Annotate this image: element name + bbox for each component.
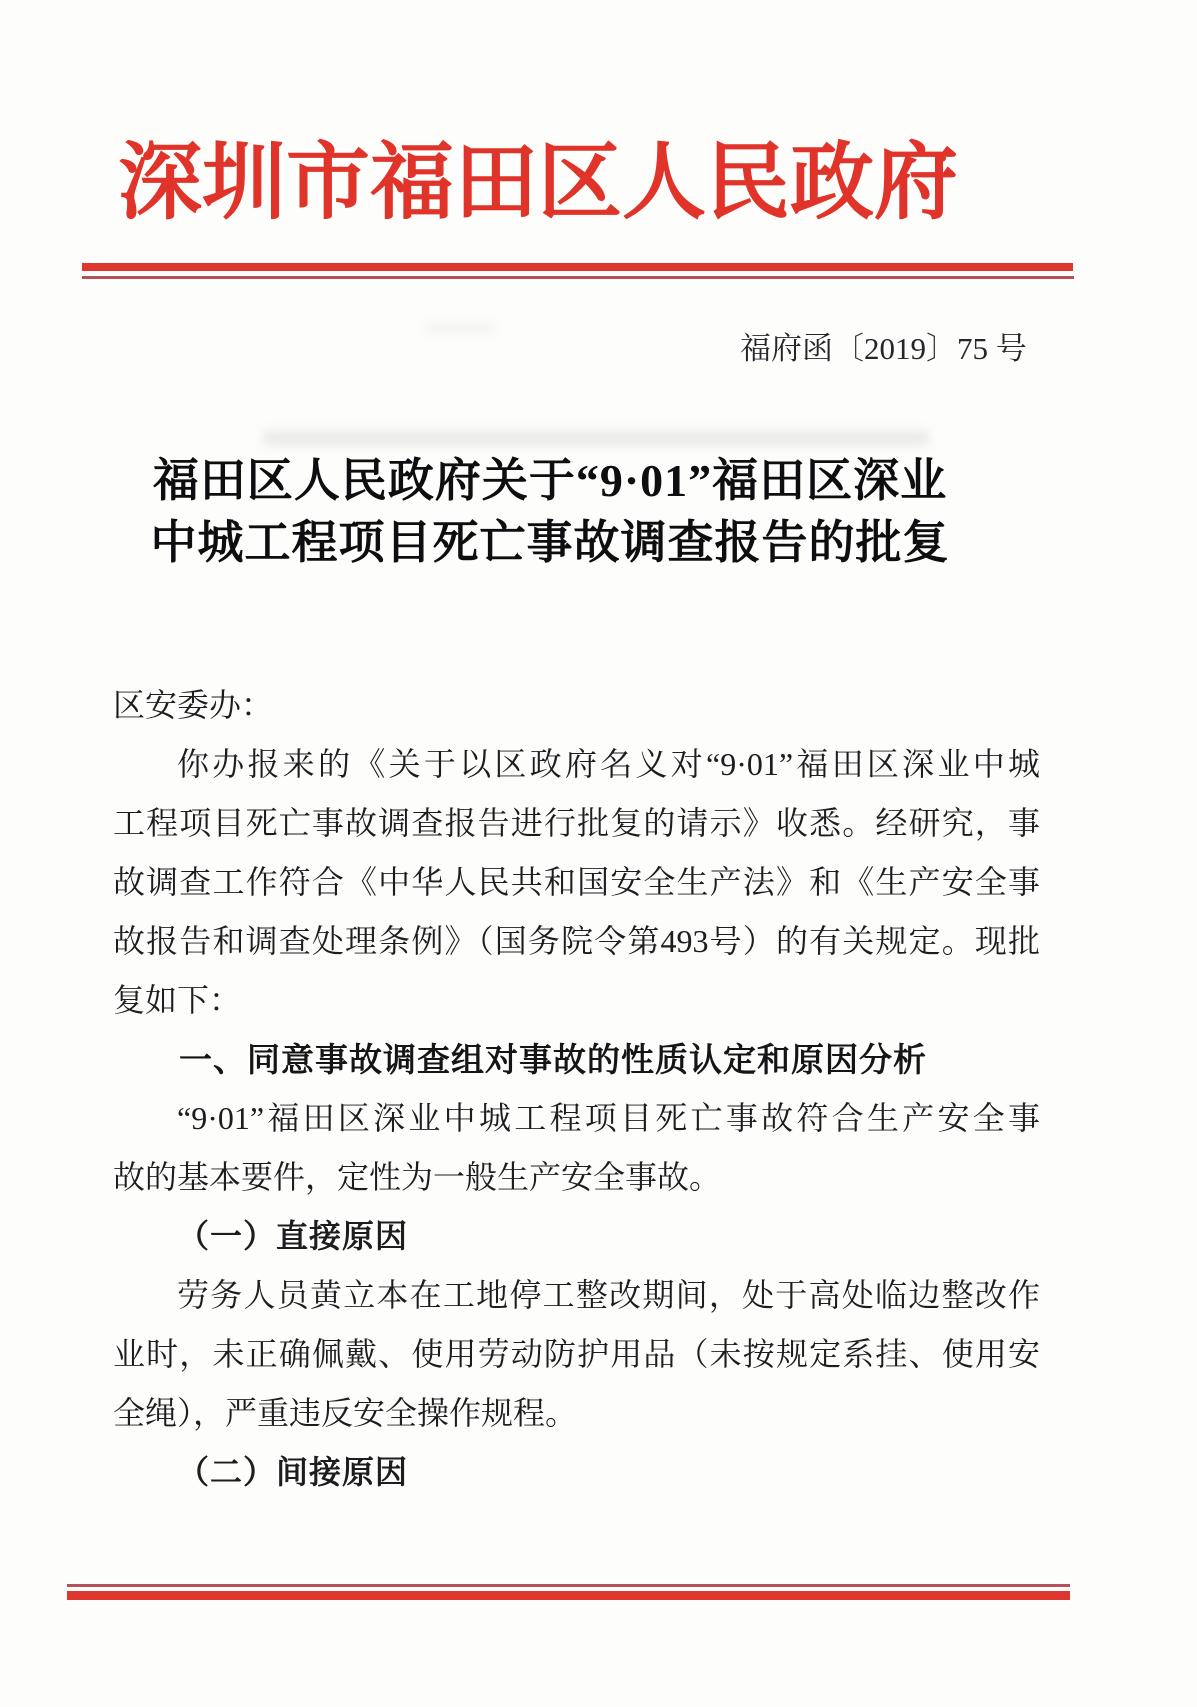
body-line: 故报告和调查处理条例》（国务院令第493号）的有关规定。现批 [113, 923, 1040, 959]
doc-body [113, 676, 1040, 1502]
body-line: 故的基本要件，定性为一般生产安全事故。 [113, 1159, 722, 1195]
header-rule-thick [82, 263, 1073, 271]
doc-title-line1: 福田区人民政府关于“9·01”福田区深业 [152, 455, 948, 506]
scan-artifact [262, 430, 930, 446]
body-line: 你办报来的《关于以区政府名义对“9·01”福田区深业中城 [177, 746, 1040, 782]
doc-title [113, 450, 987, 574]
body-line: 复如下： [113, 982, 242, 1018]
footer-rule-thick [67, 1591, 1070, 1600]
body-line: 劳务人员黄立本在工地停工整改期间，处于高处临边整改作 [177, 1277, 1040, 1313]
section-heading: 一、同意事故调查组对事故的性质认定和原因分析 [179, 1041, 927, 1078]
body-line: 业时，未正确佩戴、使用劳动防护用品（未按规定系挂、使用安 [113, 1336, 1040, 1372]
salutation: 区安委办： [113, 687, 274, 723]
body-line: 工程项目死亡事故调查报告进行批复的请示》收悉。经研究，事 [113, 805, 1040, 841]
scan-artifact [425, 322, 495, 334]
sub-section-heading: （一）直接原因 [177, 1218, 409, 1254]
body-line: 全绳），严重违反安全操作规程。 [113, 1395, 578, 1431]
body-line: 故调查工作符合《中华人民共和国安全生产法》和《生产安全事 [113, 864, 1040, 900]
header-rule-thin [82, 276, 1074, 279]
agency-name: 深圳市福田区人民政府 [118, 137, 959, 230]
body-line: “9·01”福田区深业中城工程项目死亡事故符合生产安全事 [177, 1100, 1040, 1136]
footer-rule-thin [67, 1584, 1070, 1587]
doc-number: 福府函〔2019〕75 号 [740, 331, 1027, 366]
doc-title-line2: 中城工程项目死亡事故调查报告的批复 [150, 517, 950, 568]
sub-section-heading: （二）间接原因 [177, 1454, 409, 1490]
agency-letterhead [118, 132, 966, 236]
